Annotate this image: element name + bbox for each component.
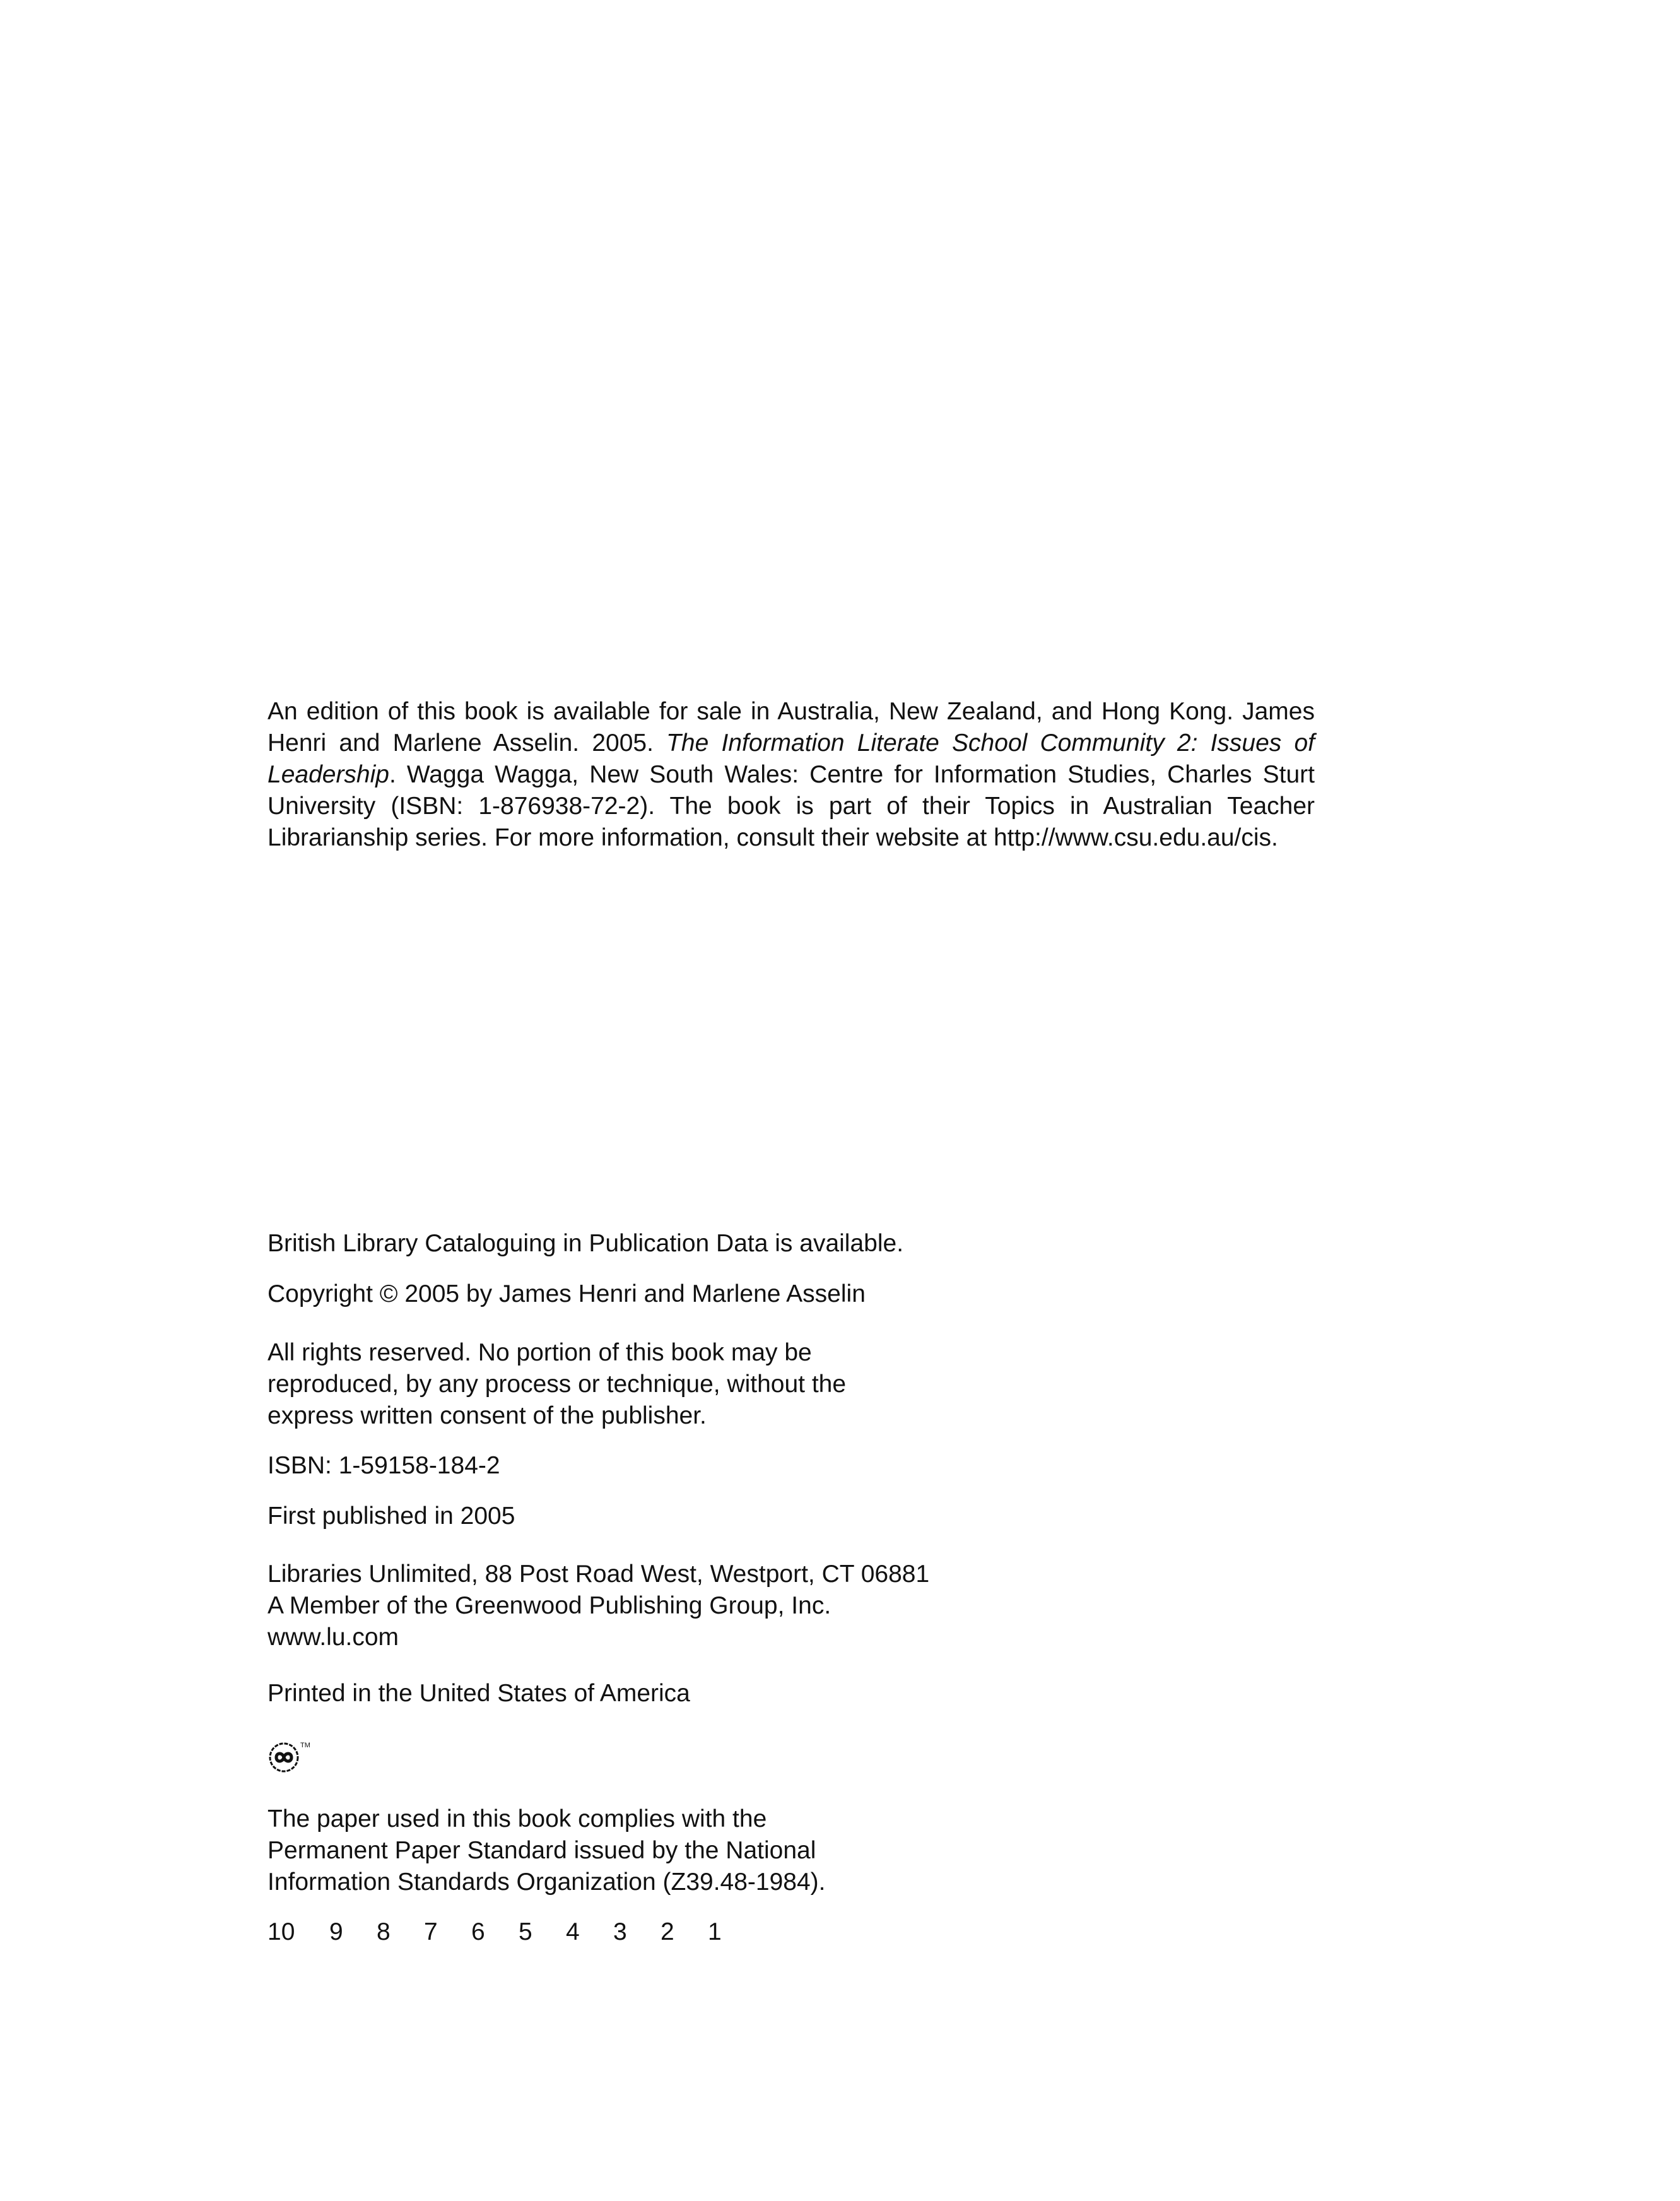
printing-number: 3 bbox=[613, 1918, 627, 1945]
copyright-notice: Copyright © 2005 by James Henri and Marlene Asselin bbox=[267, 1280, 866, 1307]
printed-in: Printed in the United States of America bbox=[267, 1680, 690, 1707]
paper-standard-note bbox=[267, 1803, 826, 1898]
printing-number: 6 bbox=[471, 1918, 485, 1945]
publisher-website: www.lu.com bbox=[267, 1624, 399, 1651]
edition-notice bbox=[267, 696, 1315, 854]
publisher-info bbox=[267, 1559, 929, 1653]
printing-number: 2 bbox=[661, 1918, 674, 1945]
edition-book-title: The Information Literate School Community 2: Issues of Leadership bbox=[267, 729, 1315, 788]
trademark-mark: TM bbox=[300, 1742, 310, 1749]
isbn: ISBN: 1-59158-184-2 bbox=[267, 1452, 500, 1479]
cip-statement: British Library Cataloguing in Publication Data is available. bbox=[267, 1230, 904, 1257]
printing-number: 5 bbox=[519, 1918, 532, 1945]
infinity-icon-svg bbox=[267, 1738, 312, 1774]
paper-note-line: The paper used in this book complies with the bbox=[267, 1805, 767, 1832]
paper-note-line: Information Standards Organization (Z39.48-1984). bbox=[267, 1868, 826, 1896]
edition-text-part2: . Wagga Wagga, New South Wales: Centre for Information Studies, Charles Sturt University (ISBN: 1-876938-72-2). The book is part of their Topics in Australian Teacher Librarianship series. For more information, consult their website at http://www.csu.edu.au/cis. bbox=[267, 761, 1315, 851]
printing-number: 9 bbox=[329, 1918, 343, 1945]
rights-line: All rights reserved. No portion of this book may be bbox=[267, 1339, 812, 1366]
rights-line: express written consent of the publisher. bbox=[267, 1402, 707, 1429]
printing-number: 4 bbox=[566, 1918, 580, 1945]
rights-line: reproduced, by any process or technique, without the bbox=[267, 1371, 847, 1398]
printing-number: 7 bbox=[424, 1918, 438, 1945]
printing-line-numbers bbox=[267, 1916, 755, 1948]
printing-number: 8 bbox=[377, 1918, 391, 1945]
printing-number: 10 bbox=[267, 1918, 295, 1945]
infinity-permanent-paper-icon bbox=[267, 1738, 312, 1774]
rights-reserved bbox=[267, 1337, 846, 1432]
edition-text-part1: An edition of this book is available for sale in Australia, New Zealand, and Hong Kong. James Henri and Marlene Asselin. 2005. bbox=[267, 698, 1315, 757]
publisher-group: A Member of the Greenwood Publishing Group, Inc. bbox=[267, 1592, 831, 1619]
paper-note-line: Permanent Paper Standard issued by the National bbox=[267, 1837, 816, 1864]
printing-number: 1 bbox=[708, 1918, 722, 1945]
first-published: First published in 2005 bbox=[267, 1502, 515, 1530]
publisher-address: Libraries Unlimited, 88 Post Road West, Westport, CT 06881 bbox=[267, 1561, 930, 1588]
